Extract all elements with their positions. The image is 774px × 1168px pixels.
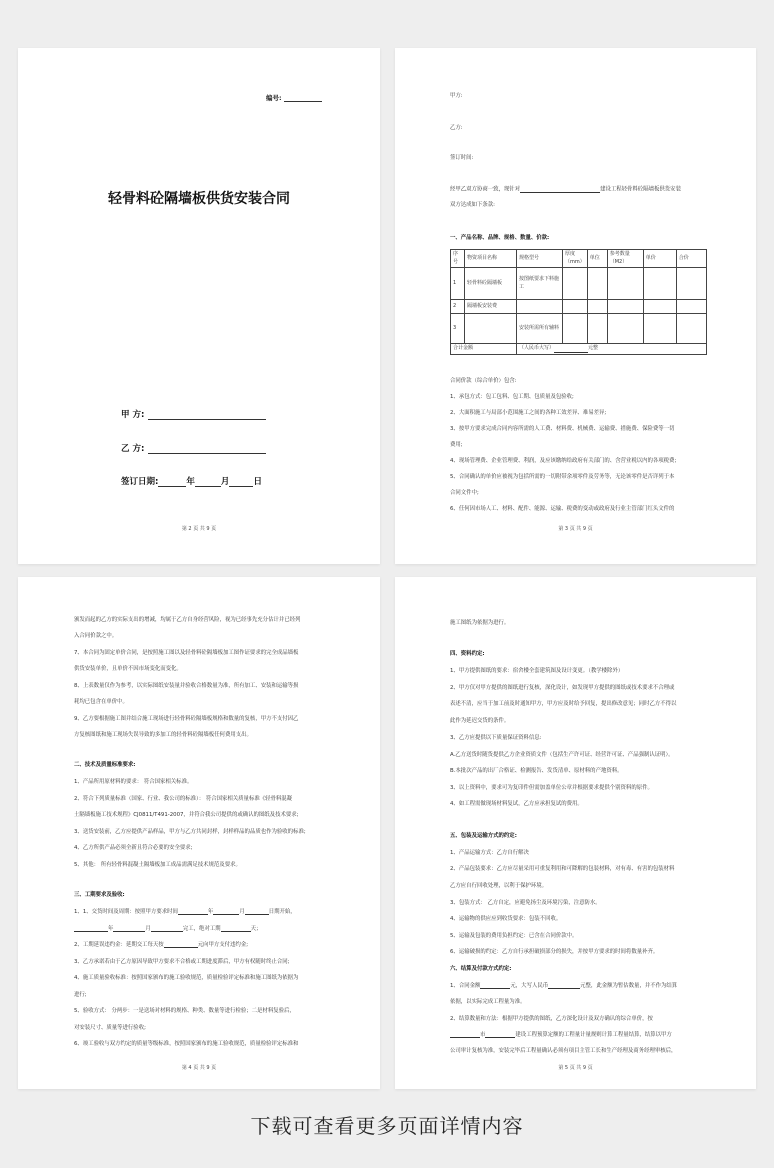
- schedule-line: [74, 927, 261, 932]
- table-header-cell: 单位: [587, 250, 607, 268]
- table-header-cell: 厚度（mm）: [563, 250, 588, 268]
- project-blank: [520, 187, 600, 193]
- schedule-blank: [178, 910, 208, 915]
- party-a-label: 甲方:: [450, 93, 463, 99]
- page-footer: 第 5 页 共 9 页: [558, 1065, 593, 1071]
- schedule-month: 月: [239, 909, 245, 915]
- body-line: 6、运输破损的约定：乙方自行承担破损部分的损失，并按甲方要求的时间将数量补齐。: [450, 949, 659, 955]
- schedule-blank: [221, 927, 251, 932]
- body-line: 3、按甲方要求完成合同内容所需的人工费、材料费、机械费、运输费、措施费、保险费等一切: [450, 426, 675, 432]
- schedule-year: 年: [207, 909, 214, 915]
- document-page-3: [18, 577, 380, 1089]
- table-row: [451, 300, 707, 314]
- penalty-line: [74, 943, 248, 948]
- total-label: 合计金额: [451, 344, 517, 355]
- page-footer: 第 4 页 共 9 页: [181, 1065, 217, 1071]
- schedule-month: 月: [145, 926, 151, 932]
- section-heading-2: 二、技术及质量标准要求:: [74, 762, 136, 768]
- party-b-blank: [148, 444, 266, 454]
- amount-text: 元整，此金额为暂估数量，并不作为结算: [580, 983, 678, 989]
- page-footer: 第 2 页 共 9 页: [181, 526, 217, 532]
- body-line: 入合同价款之中。: [74, 633, 118, 639]
- schedule-blank: [213, 910, 239, 915]
- body-line: 7、本合同为固定单价合同，是按照施工图以及轻骨料砼隔墙板加工图作证要求的完全成品墙板: [74, 650, 299, 656]
- section-heading-1: 一、产品名称、品牌、规格、数量、价款:: [450, 235, 550, 241]
- total-value: [517, 344, 707, 355]
- intro-text-a: 经甲乙双方协商一致，现针对: [450, 186, 521, 193]
- table-cell: 隔墙板安装费: [465, 300, 517, 314]
- body-line: 颁发而起的乙方的实际支出的增减，均属于乙方自身经营风险，视为已经事先充分估计并已经列: [74, 617, 301, 623]
- total-blank: [554, 348, 588, 353]
- page-footer: 第 3 页 共 9 页: [558, 526, 593, 532]
- body-line: 2、产品包装要求：乙方应尽量采用可重复利用和可降解的包装材料，对有毒、有害的包装材料: [450, 866, 675, 872]
- body-line: 依据，以实际完成工程量为准。: [450, 999, 526, 1005]
- day-blank: [229, 477, 253, 487]
- amount-text: 1、合同金额: [450, 983, 481, 989]
- body-line: 6、竣工验收与双方约定的质量等级标准，按照国家颁布的施工验收规范，质量检验评定标准和: [74, 1041, 299, 1047]
- party-b-label: 乙方:: [450, 125, 463, 131]
- document-page-cover: [18, 48, 380, 564]
- month-label: 月: [220, 477, 230, 487]
- body-line: 4、如工程需做现场材料复试，乙方应承担复试的费用。: [450, 801, 583, 807]
- total-value-text: （人民币大写）: [519, 345, 555, 351]
- table-header-cell: 规格型号: [517, 250, 563, 268]
- penalty-blank: [164, 943, 198, 948]
- table-header-cell: 单价: [643, 250, 676, 268]
- schedule-blank: [245, 910, 269, 915]
- body-line: 供货安装单价，且单价不因市场变化而变化。: [74, 666, 182, 672]
- section-heading-6: 六、结算及付款方式约定:: [450, 966, 512, 972]
- body-line: 3、包装方式： 乙方自定，应避免扬尘及环境污染，注意防水。: [450, 900, 601, 906]
- body-line: A.乙方送货时随货提供乙方企业资质文件（包括生产许可证、经营许可证、产品强制认证明）。: [450, 752, 674, 758]
- body-line: 对安装尺寸、质量等进行验收;: [74, 1025, 146, 1031]
- table-header-cell: 参考数量（M2）: [607, 250, 643, 268]
- table-cell: 安装所需所有辅料: [517, 314, 563, 344]
- table-cell: 1: [451, 268, 465, 300]
- body-line: 5、其他： 所有轻骨料混凝土隔墙板加工成品需满足技术规范及要求。: [74, 862, 241, 868]
- body-line: 9、乙方要根据施工图并结合施工现场进行轻骨料砼隔墙板规格和数量的复核，甲方不支付因乙: [74, 716, 299, 722]
- body-line: 3、送货安装前，乙方应提供产品样品，甲方与乙方共同封样，封样样品的品质也作为验收的标准;: [74, 829, 306, 835]
- party-b-label: 乙 方:: [121, 444, 145, 454]
- amount-words-blank: [548, 984, 580, 989]
- schedule-line: [74, 910, 296, 915]
- table-header-row: [451, 250, 707, 268]
- table-header-cell: 合价: [676, 250, 706, 268]
- body-line: 3、乙方应提供以下质量保证资料信息:: [450, 735, 542, 741]
- body-line: 2、甲方仅对甲方提供的图纸进行复核，深化设计，如发现甲方提供的图纸或技术要求不合理或: [450, 685, 675, 691]
- party-a-blank: [148, 410, 266, 420]
- product-table: [450, 249, 707, 355]
- amount-blank: [480, 984, 510, 989]
- amount-line: [450, 984, 677, 989]
- party-a-field: [121, 408, 266, 420]
- schedule-text: 完工，绝对工期: [182, 926, 221, 932]
- body-line: 5、运输及包装的费用负担约定：已含在合同价款中。: [450, 933, 578, 939]
- sign-date-label: 签订日期:: [121, 477, 159, 487]
- body-line: 5、合同确认的单价应被视为包括所需的一切附带余项零件及劳务等，无论该零件是否详列于本: [450, 474, 675, 480]
- body-line: 2、符合下列质量标准（国家、行业、我公司的标准）： 符合国家相关质量标准《轻骨料混凝: [74, 796, 293, 802]
- body-line: 4、施工质量验收标准：按照国家颁布的施工验收规范，质量检验评定标准和施工图纸为依据为: [74, 975, 299, 981]
- day-label: 日: [253, 477, 262, 487]
- body-line: 合同价款（综合单价）包含:: [450, 378, 517, 384]
- settlement-blank: [485, 1033, 515, 1038]
- section-heading-3: 三、工期要求及验收:: [74, 892, 125, 898]
- penalty-text: 元向甲方支付违约金;: [197, 942, 249, 948]
- body-line: 费用;: [450, 442, 463, 448]
- body-line: 耗均已包含在单价中。: [74, 699, 128, 705]
- table-cell: 按图纸要求下料施工: [517, 268, 563, 300]
- sign-time-label: 签订时间:: [450, 155, 474, 161]
- table-row: [451, 314, 707, 344]
- document-page-4: [395, 577, 756, 1089]
- intro-line-1: [450, 187, 681, 193]
- body-line: 1、甲方提供图纸的要求：宿舍楼全套建筑图及设计变更。（教学楼除外）: [450, 668, 624, 674]
- body-line: 合同文件中;: [450, 490, 479, 496]
- year-label: 年: [186, 477, 195, 487]
- city-blank: [450, 1033, 480, 1038]
- schedule-text: 天；: [250, 926, 262, 932]
- settlement-text: 市: [480, 1032, 486, 1038]
- amount-text: 元，大写人民币: [510, 983, 549, 989]
- penalty-text: 2、工期延误违约金：延期交工每天按: [74, 942, 164, 948]
- settlement-line: [450, 1033, 672, 1038]
- body-line: 公司审计复核为准，安装完毕后工程量确认必须有项目主管工长和生产经理及商务经理审核后，: [450, 1048, 677, 1054]
- party-a-label: 甲 方:: [121, 410, 145, 420]
- contract-number-label: 编号:: [266, 94, 282, 102]
- month-blank: [195, 477, 221, 487]
- table-header-cell: 物资项目名称: [465, 250, 517, 268]
- body-line: 1、产品运输方式：乙方自行解决: [450, 850, 529, 856]
- body-line: 施工图纸为依据为进行。: [450, 620, 510, 626]
- body-line: 3、以上资料中，要求可为复印件但需加盖单位公章并根据要求提供个别资料的原件。: [450, 785, 653, 791]
- body-line: 乙方应自行回收处理，以利于保护环境。: [450, 883, 548, 889]
- table-cell: 3: [451, 314, 465, 344]
- body-line: 3、乙方承诺若由于乙方原因导致甲方要求不合格或工期进度滞后，甲方有权随时终止合同;: [74, 959, 290, 965]
- contract-number-blank: [284, 95, 322, 102]
- year-blank: [158, 477, 186, 487]
- body-line: 1、承包方式：包工包料、包工期、包质量及包验收;: [450, 394, 574, 400]
- schedule-year: 年: [108, 926, 114, 932]
- body-line: 进行;: [74, 992, 87, 998]
- total-unit: 元整: [588, 345, 599, 351]
- body-line: 4、现场管理费、企业管理费、利润，及应该缴纳给政府有关部门的、含营业税以内的各项税费;: [450, 458, 677, 464]
- schedule-text: 1、1、交货时间及周期：按照甲方要求时间: [74, 909, 178, 915]
- schedule-text: 日期开始，: [268, 909, 296, 915]
- sign-date-field: [121, 475, 262, 487]
- body-line: 土隔墙板施工技术规程》CJ0811/T491-2007，并符合我公司提供的或确认的图纸及技术要求;: [74, 812, 299, 818]
- intro-text-b: 建设工程轻骨料砼隔墙板供货安装: [600, 186, 681, 193]
- contract-title: 轻骨料砼隔墙板供货安装合同: [108, 191, 290, 207]
- download-caption: 下载可查看更多页面详情内容: [250, 1114, 524, 1138]
- section-heading-5: 五、包装及运输方式的约定:: [450, 833, 517, 839]
- table-total-row: [451, 344, 707, 355]
- table-header-cell: 序号: [451, 250, 465, 268]
- contract-number-field: [266, 93, 322, 102]
- section-heading-4: 四、资料约定:: [450, 651, 485, 657]
- table-cell: 轻骨料砼隔墙板: [465, 268, 517, 300]
- schedule-blank: [151, 927, 183, 932]
- body-line: 6、任何因市场人工、材料、配件、能源、运输、税费的变动或政府及行业主管部门红头文件的: [450, 506, 675, 512]
- body-line: B.本批次产品的出厂合格证、检测报告、发货清单、原材料的产地资料。: [450, 768, 623, 774]
- schedule-blank: [113, 927, 145, 932]
- body-line: 8、上表数量仅作为参考，以实际图纸安装量并验收合格数量为准，所有加工、安装和运输等损: [74, 683, 299, 689]
- body-line: 方复核图纸和施工现场失误导致的多加工的轻骨料砼隔墙板任何费用支出。: [74, 732, 252, 738]
- body-line: 表述不清，应当于加工前及时通知甲方，甲方应及时给予回复，提出修改意见；同时乙方不得以: [450, 701, 677, 707]
- body-line: 此作为延迟交货的条件。: [450, 718, 510, 724]
- body-line: 1、产品所用原材料的要求： 符合国家相关标准。: [74, 779, 193, 785]
- party-b-field: [121, 442, 266, 454]
- table-cell: 2: [451, 300, 465, 314]
- body-line: 2、大面积施工与局部小范围施工之间的各种工效差异、难易差异;: [450, 410, 607, 416]
- intro-line-2: 双方达成如下条款:: [450, 202, 495, 208]
- document-page-2: [395, 48, 756, 564]
- body-line: 2、结算数量和方法：根据甲方提供的图纸，乙方深化设计及双方确认的综合单价，按: [450, 1016, 653, 1022]
- body-line: 4、乙方所供产品必须全新且符合必要的安全要求;: [74, 845, 193, 851]
- schedule-blank: [74, 927, 108, 932]
- body-line: 4、运输物的供应应到收货要求：包装不回收。: [450, 916, 562, 922]
- body-line: 5、验收方式： 分两步：一是送场对材料的规格、种类、数量等进行检验；二是材料复验后，: [74, 1008, 295, 1014]
- settlement-text: 建设工程预算定额的工程量计量规则计算工程量结算，结算以甲方: [515, 1032, 672, 1038]
- table-row: [451, 268, 707, 300]
